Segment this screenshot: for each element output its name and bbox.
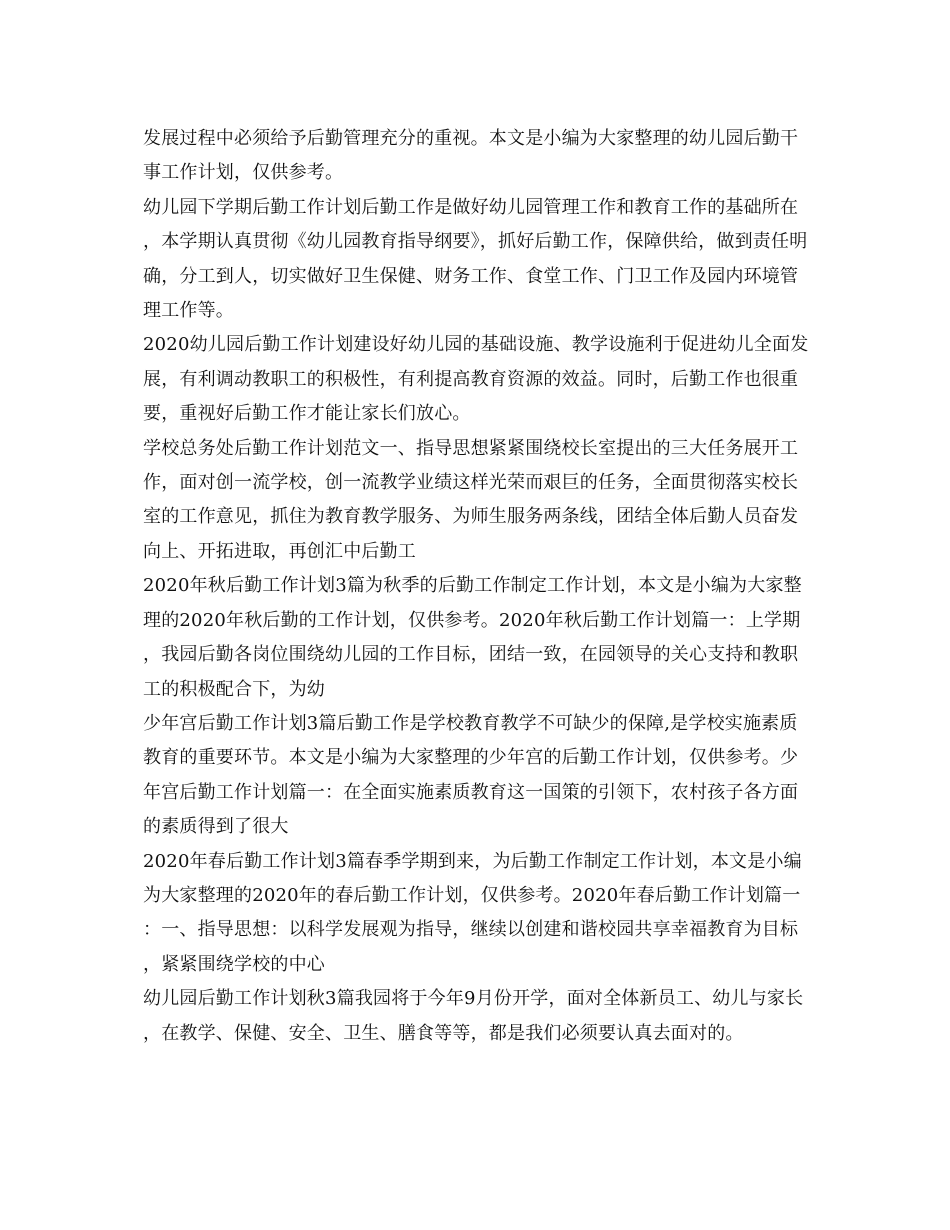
paragraph-8: 幼儿园后勤工作计划秋3篇我园将于今年9月份开学，面对全体新员工、幼儿与家长，在教学、保健、安全、卫生、膳食等等，都是我们必须要认真去面对的。	[143, 988, 804, 1044]
paragraph-3: 2020幼儿园后勤工作计划建设好幼儿园的基础设施、教学设施利于促进幼儿全面发展，有利调动教职工的积极性，有利提高教育资源的效益。同时，后勤工作也很重要，重视好后勤工作才能让家长们放心。	[143, 334, 809, 425]
paragraph-4: 学校总务处后勤工作计划范文一、指导思想紧紧围绕校长室提出的三大任务展开工作，面对创一流学校，创一流教学业绩这样光荣而艰巨的任务，全面贯彻落实校长室的工作意见，抓住为教育教学服务、为师生服务两条线，团结全体后勤人员奋发向上、开拓进取，再创汇中后勤工	[143, 437, 799, 562]
paragraph-6: 少年宫后勤工作计划3篇后勤工作是学校教育教学不可缺少的保障,是学校实施素质教育的重要环节。本文是小编为大家整理的少年宫的后勤工作计划，仅供参考。少年宫后勤工作计划篇一：在全面实施素质教育这一国策的引领下，农村孩子各方面的素质得到了很大	[143, 712, 799, 838]
paragraph-2: 幼儿园下学期后勤工作计划后勤工作是做好幼儿园管理工作和教育工作的基础所在，本学期认真贯彻《幼儿园教育指导纲要》，抓好后勤工作，保障供给，做到责任明确，分工到人，切实做好卫生保健、财务工作、食堂工作、门卫工作及园内环境管理工作等。	[143, 196, 808, 322]
paragraph-5: 2020年秋后勤工作计划3篇为秋季的后勤工作制定工作计划，本文是小编为大家整理的2020年秋后勤的工作计划，仅供参考。2020年秋后勤工作计划篇一：上学期，我园后勤各岗位围绕幼儿园的工作目标，团结一致，在园领导的关心支持和教职工的积极配合下，为幼	[143, 575, 802, 700]
paragraph-7: 2020年春后勤工作计划3篇春季学期到来，为后勤工作制定工作计划，本文是小编为大家整理的2020年的春后勤工作计划，仅供参考。2020年春后勤工作计划篇一：一、指导思想：以科学发展观为指导，继续以创建和谐校园共享幸福教育为目标，紧紧围绕学校的中心	[143, 850, 802, 975]
document-body	[143, 122, 815, 1051]
paragraph-1: 发展过程中必须给予后勤管理充分的重视。本文是小编为大家整理的幼儿园后勤干事工作计划，仅供参考。	[143, 128, 799, 184]
